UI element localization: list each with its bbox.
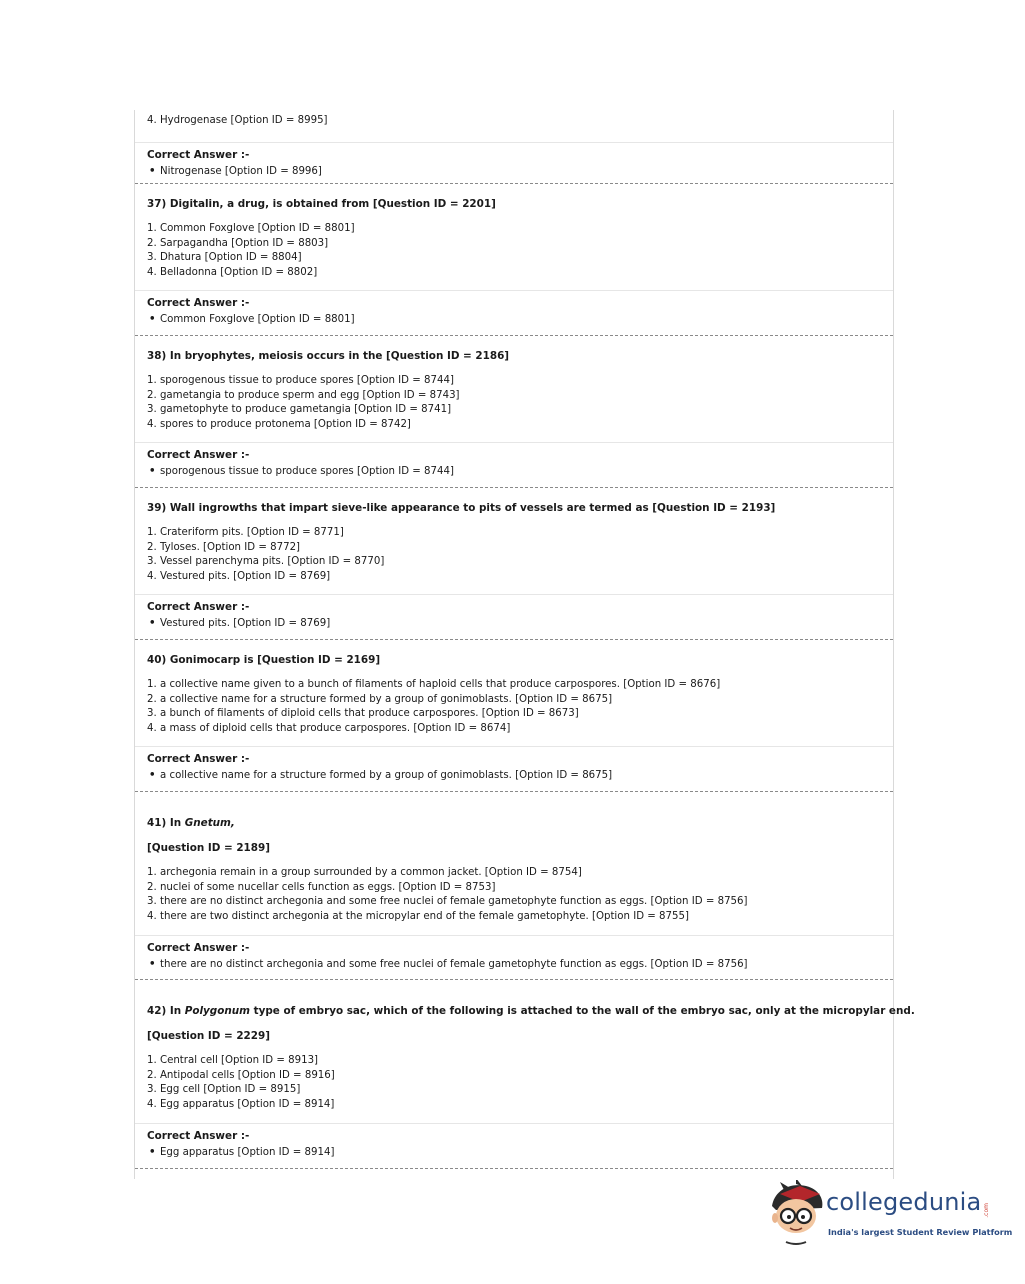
question-id: [Question ID = 2189] [147, 842, 270, 854]
option-line: 1. Crateriform pits. [Option ID = 8771] [147, 527, 344, 538]
option-line: 2. gametangia to produce sperm and egg [Option ID = 8743] [147, 389, 460, 401]
question-text: 39) Wall ingrowths that impart sieve-like appearance to pits of vessels are termed as [Question ID = 2193] [147, 502, 776, 514]
q40-answer [135, 747, 893, 792]
option-list [147, 222, 893, 280]
correct-answer-label: Correct Answer :- [147, 149, 250, 161]
option-line: 4. Vestured pits. [Option ID = 8769] [147, 570, 331, 582]
option-list [147, 866, 893, 924]
q37-answer [135, 291, 893, 336]
q40-block [135, 640, 893, 747]
option-line: 1. Common Foxglove [Option ID = 8801] [147, 223, 355, 234]
correct-answer-label: Correct Answer :- [147, 449, 250, 461]
q39-answer [135, 595, 893, 640]
answer-item: • Common Foxglove [Option ID = 8801] [149, 314, 355, 325]
correct-answer-label: Correct Answer :- [147, 942, 250, 954]
option-line: 4. Hydrogenase [Option ID = 8995] [147, 115, 328, 126]
correct-answer-label: Correct Answer :- [147, 1130, 250, 1142]
question-sheet [134, 110, 915, 1179]
q39-block [135, 488, 893, 595]
option-line: 2. Sarpagandha [Option ID = 8803] [147, 237, 329, 249]
q36-answer [135, 143, 893, 184]
option-line: 1. archegonia remain in a group surrounded by a common jacket. [Option ID = 8754] [147, 867, 582, 878]
option-line: 3. Egg cell [Option ID = 8915] [147, 1084, 301, 1096]
correct-answer-label: Correct Answer :- [147, 601, 250, 613]
q37-block [135, 184, 893, 291]
question-id: [Question ID = 2229] [147, 1030, 270, 1042]
question-text: 37) Digitalin, a drug, is obtained from [Question ID = 2201] [147, 198, 496, 210]
question-text: 38) In bryophytes, meiosis occurs in the [Question ID = 2186] [147, 350, 510, 362]
option-line: 3. a bunch of filaments of diploid cells that produce carpospores. [Option ID = 8673] [147, 708, 579, 720]
q38-block [135, 336, 893, 443]
q41-block [135, 792, 893, 936]
correct-answer-label: Correct Answer :- [147, 297, 250, 309]
brand-tagline: India's largest Student Review Platform [828, 1227, 1013, 1237]
question-text: 42) In Polygonum type of embryo sac, which of the following is attached to the wall of the embryo sac, only at the micropylar end. [147, 1005, 915, 1017]
option-line: 2. a collective name for a structure formed by a group of gonimoblasts. [Option ID = 8675] [147, 693, 613, 705]
question-text: 41) In Gnetum, [147, 817, 235, 829]
option-list [147, 678, 893, 736]
option-line: 3. gametophyte to produce gametangia [Option ID = 8741] [147, 404, 452, 416]
option-line: 4. Belladonna [Option ID = 8802] [147, 266, 318, 278]
q41-answer [135, 936, 893, 980]
brand-suffix: .com [983, 1203, 990, 1218]
option-line: 1. a collective name given to a bunch of filaments of haploid cells that produce carpospores. [Option ID = 8676] [147, 679, 721, 690]
option-line: 2. nuclei of some nucellar cells function as eggs. [Option ID = 8753] [147, 881, 496, 893]
answer-item: • Nitrogenase [Option ID = 8996] [149, 166, 322, 177]
answer-item: • sporogenous tissue to produce spores [Option ID = 8744] [149, 466, 454, 477]
option-line: 2. Antipodal cells [Option ID = 8916] [147, 1069, 335, 1081]
q36-options [135, 110, 893, 143]
question-text: 40) Gonimocarp is [Question ID = 2169] [147, 654, 381, 666]
answer-item: • Egg apparatus [Option ID = 8914] [149, 1147, 335, 1158]
answer-item: • Vestured pits. [Option ID = 8769] [149, 618, 331, 629]
correct-answer-label: Correct Answer :- [147, 753, 250, 765]
q38-answer [135, 443, 893, 488]
option-line: 2. Tyloses. [Option ID = 8772] [147, 541, 301, 553]
option-line: 4. spores to produce protonema [Option ID = 8742] [147, 418, 411, 430]
option-line: 1. sporogenous tissue to produce spores [Option ID = 8744] [147, 375, 454, 386]
brand-name: collegedunia [826, 1188, 982, 1216]
option-line: 4. a mass of diploid cells that produce carpospores. [Option ID = 8674] [147, 722, 511, 734]
answer-item: • there are no distinct archegonia and some free nuclei of female gametophyte function as eggs. [Option ID = 8756] [149, 959, 748, 970]
answer-item: • a collective name for a structure formed by a group of gonimoblasts. [Option ID = 8675] [149, 770, 613, 781]
option-line: 3. there are no distinct archegonia and some free nuclei of female gametophyte function as eggs. [Option ID = 8756] [147, 896, 748, 908]
option-list [147, 1054, 893, 1112]
option-line: 1. Central cell [Option ID = 8913] [147, 1055, 319, 1066]
q42-answer [135, 1124, 893, 1169]
option-list [147, 526, 893, 584]
sheet-end [135, 1169, 893, 1179]
q42-block [135, 980, 915, 1124]
option-list [147, 374, 893, 432]
option-line: 4. Egg apparatus [Option ID = 8914] [147, 1098, 335, 1110]
option-line: 4. there are two distinct archegonia at the micropylar end of the female gametophyte. [Option ID = 8755] [147, 910, 689, 922]
option-line: 3. Vessel parenchyma pits. [Option ID = 8770] [147, 556, 385, 568]
option-line: 3. Dhatura [Option ID = 8804] [147, 252, 302, 264]
